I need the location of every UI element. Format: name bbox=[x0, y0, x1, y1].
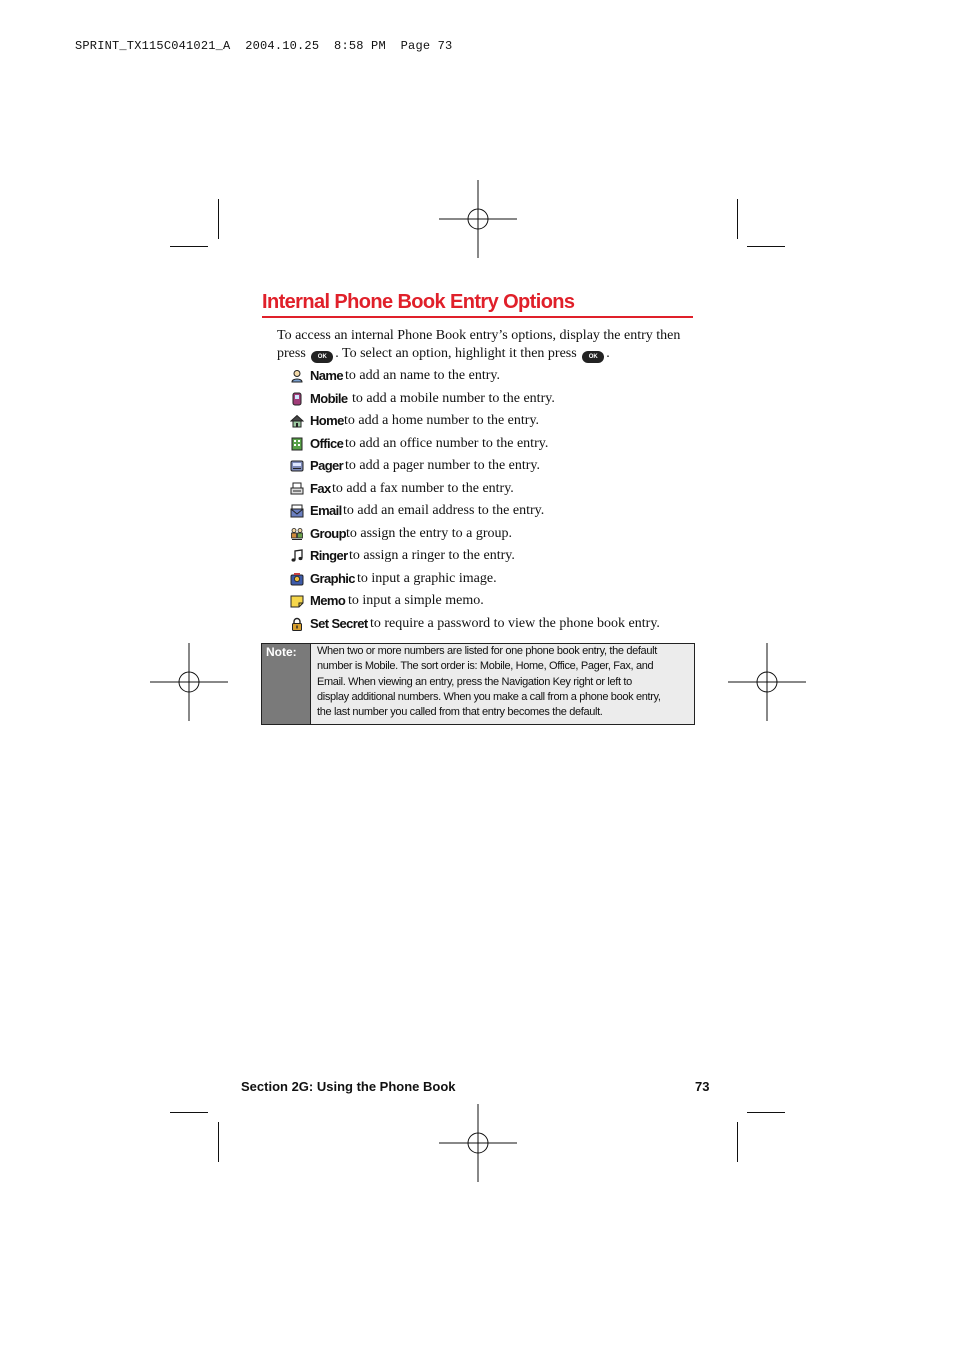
fax-icon bbox=[290, 482, 304, 496]
option-desc: to add a fax number to the entry. bbox=[332, 481, 514, 496]
option-desc: to add a pager number to the entry. bbox=[345, 458, 541, 473]
graphic-icon bbox=[290, 572, 304, 586]
ok-key-icon: OK bbox=[582, 351, 604, 363]
pager-icon bbox=[290, 459, 304, 473]
option-term: Email bbox=[310, 503, 342, 518]
note-text bbox=[311, 644, 694, 724]
option-term: Office bbox=[310, 436, 344, 451]
option-desc: to input a graphic image. bbox=[357, 571, 497, 586]
option-term: Name bbox=[310, 368, 344, 383]
option-desc: to require a password to view the phone book entry. bbox=[370, 616, 660, 631]
option-desc: to add an email address to the entry. bbox=[343, 503, 545, 518]
memo-icon bbox=[290, 594, 304, 608]
option-desc: to add an office number to the entry. bbox=[345, 436, 549, 451]
option-desc: to add a home number to the entry. bbox=[344, 413, 540, 428]
home-icon bbox=[290, 414, 304, 428]
page-title: Internal Phone Book Entry Options bbox=[262, 289, 693, 318]
group-icon bbox=[290, 527, 304, 541]
option-desc: to assign a ringer to the entry. bbox=[349, 548, 515, 563]
option-desc: to add a mobile number to the entry. bbox=[352, 391, 555, 406]
option-desc: to assign the entry to a group. bbox=[346, 526, 513, 541]
note-line: number is Mobile. The sort order is: Mobile, Home, Office, Pager, Fax, and bbox=[317, 660, 654, 673]
registration-mark-top bbox=[439, 180, 517, 258]
option-term: Memo bbox=[310, 593, 346, 608]
name-icon bbox=[290, 369, 304, 383]
mobile-icon bbox=[290, 392, 304, 406]
note-line: display additional numbers. When you make a call from a phone book entry, bbox=[317, 690, 661, 703]
option-term: Pager bbox=[310, 458, 344, 473]
office-icon bbox=[290, 437, 304, 451]
intro-text-3: . bbox=[606, 346, 610, 361]
note-label: Note: bbox=[262, 644, 311, 724]
slug-line: SPRINT_TX115C041021_A 2004.10.25 8:58 PM Page 73 bbox=[75, 39, 453, 53]
option-term: Mobile bbox=[310, 391, 348, 406]
ringer-icon bbox=[290, 549, 304, 563]
footer-page-number: 73 bbox=[695, 1079, 710, 1094]
registration-mark-left bbox=[150, 643, 228, 721]
email-icon bbox=[290, 504, 304, 518]
intro-text-1: To access an internal Phone Book entry’s options, display the entry then press bbox=[277, 328, 681, 361]
intro-text-2: . To select an option, highlight it then press bbox=[335, 346, 577, 361]
option-term: Ringer bbox=[310, 548, 348, 563]
option-desc: to input a simple memo. bbox=[348, 593, 484, 608]
note-line: Email. When viewing an entry, press the Navigation Key right or left to bbox=[317, 675, 632, 688]
note-line: When two or more numbers are listed for one phone book entry, the default bbox=[317, 645, 657, 657]
registration-mark-bottom bbox=[439, 1104, 517, 1182]
ok-key-icon: OK bbox=[311, 351, 333, 363]
footer-section-title: Section 2G: Using the Phone Book bbox=[241, 1079, 456, 1094]
option-term: Fax bbox=[310, 481, 331, 496]
registration-mark-right bbox=[728, 643, 806, 721]
note-box bbox=[261, 643, 695, 725]
option-term: Set Secret bbox=[310, 616, 368, 631]
option-desc: to add an name to the entry. bbox=[345, 368, 500, 383]
note-line: the last number you called from that entry becomes the default. bbox=[317, 706, 603, 719]
lock-icon bbox=[290, 617, 304, 631]
intro-paragraph bbox=[277, 327, 697, 363]
option-term: Group bbox=[310, 526, 346, 541]
option-term: Graphic bbox=[310, 571, 355, 586]
option-term: Home bbox=[310, 413, 344, 428]
